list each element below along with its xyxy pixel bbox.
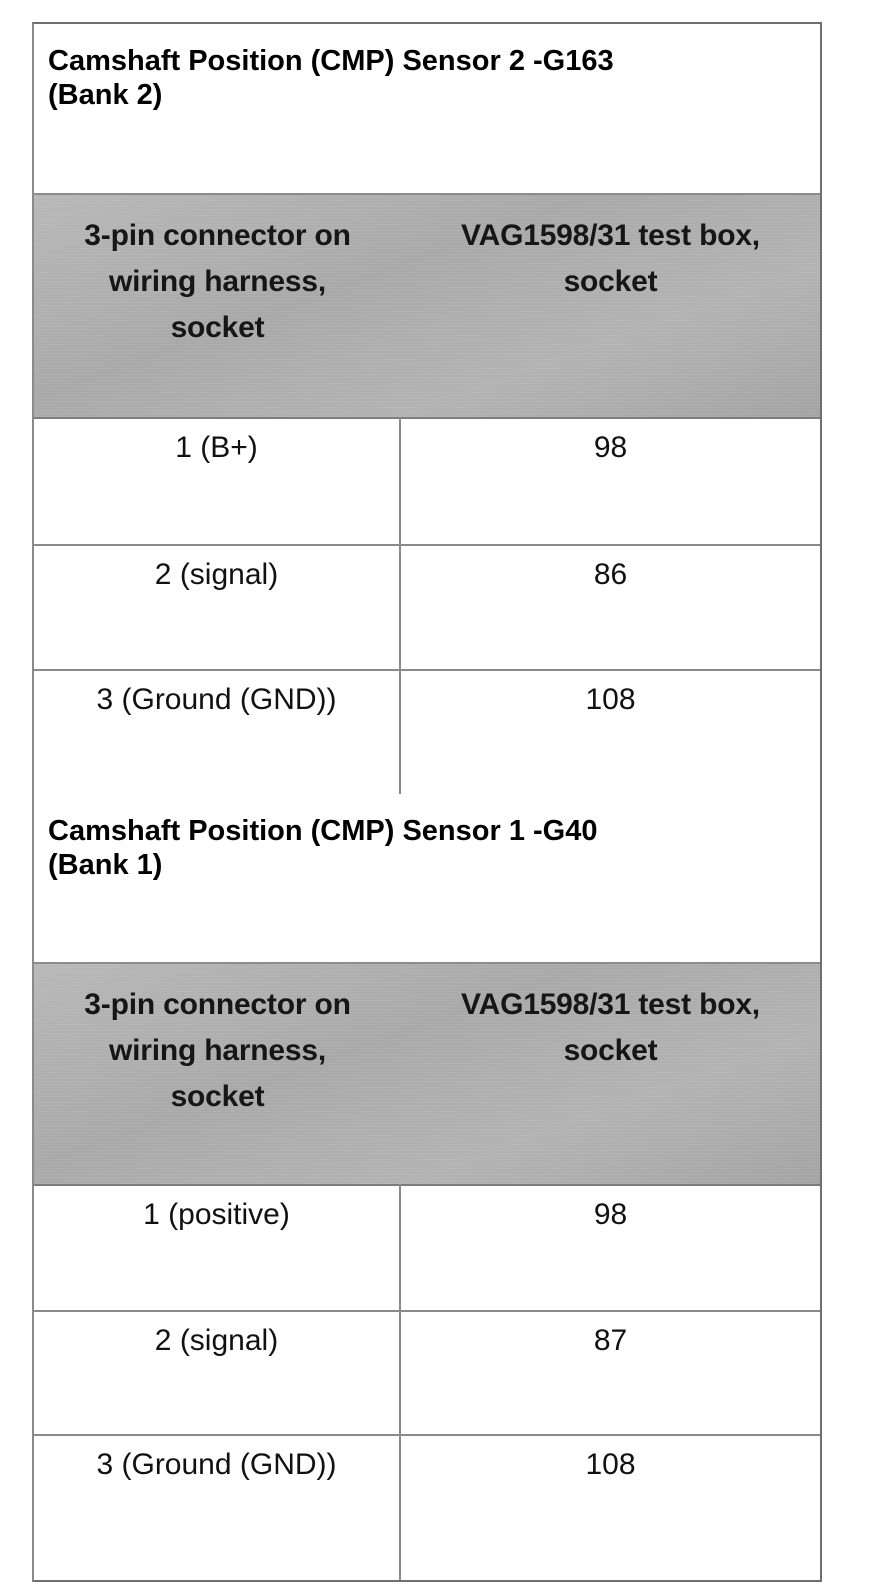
table-header-g40: [34, 964, 820, 1186]
section-title-line: (Bank 2): [48, 79, 163, 111]
header-connector-socket: [34, 964, 401, 1184]
socket-cell: 98: [593, 431, 628, 464]
header-text-line: VAG1598/31 test box,: [461, 219, 760, 252]
section-title-line: Camshaft Position (CMP) Sensor 2 -G163: [48, 45, 614, 77]
section-title-line: Camshaft Position (CMP) Sensor 1 -G40: [48, 815, 598, 847]
pin-cell: 2 (signal): [34, 1310, 401, 1434]
pin-cell: 1 (B+): [34, 417, 401, 544]
header-text-line: socket: [563, 1034, 658, 1067]
header-text-line: socket: [170, 1080, 265, 1113]
table-header-g163: [34, 195, 820, 419]
table-row: [34, 1434, 820, 1580]
socket-cell: 98: [593, 1198, 628, 1231]
header-text-line: VAG1598/31 test box,: [461, 988, 760, 1021]
header-text-line: wiring harness,: [108, 1034, 327, 1067]
section-title-g163: [34, 24, 820, 195]
section-title-g40: [34, 794, 820, 964]
header-test-box-socket: [401, 964, 820, 1184]
pin-cell: 3 (Ground (GND)): [34, 1434, 401, 1580]
header-text-line: wiring harness,: [108, 265, 327, 298]
pin-cell: 2 (signal): [34, 544, 401, 669]
table-row: [34, 1310, 820, 1436]
header-text-line: socket: [170, 311, 265, 344]
table-row: [34, 1184, 820, 1312]
header-text-line: 3-pin connector on: [84, 988, 351, 1021]
header-connector-socket: [34, 195, 401, 417]
pinout-document: [32, 22, 822, 1582]
pin-cell: 3 (Ground (GND)): [34, 669, 401, 794]
table-row: [34, 544, 820, 671]
pin-cell: 1 (positive): [34, 1184, 401, 1310]
table-row: [34, 669, 820, 796]
header-text-line: 3-pin connector on: [84, 219, 351, 252]
section-title-line: (Bank 1): [48, 849, 163, 881]
socket-cell: 87: [593, 1324, 628, 1357]
header-text-line: socket: [563, 265, 658, 298]
socket-cell: 108: [585, 1448, 636, 1481]
header-test-box-socket: [401, 195, 820, 417]
socket-cell: 86: [593, 558, 628, 591]
socket-cell: 108: [585, 683, 636, 716]
table-row: [34, 417, 820, 546]
